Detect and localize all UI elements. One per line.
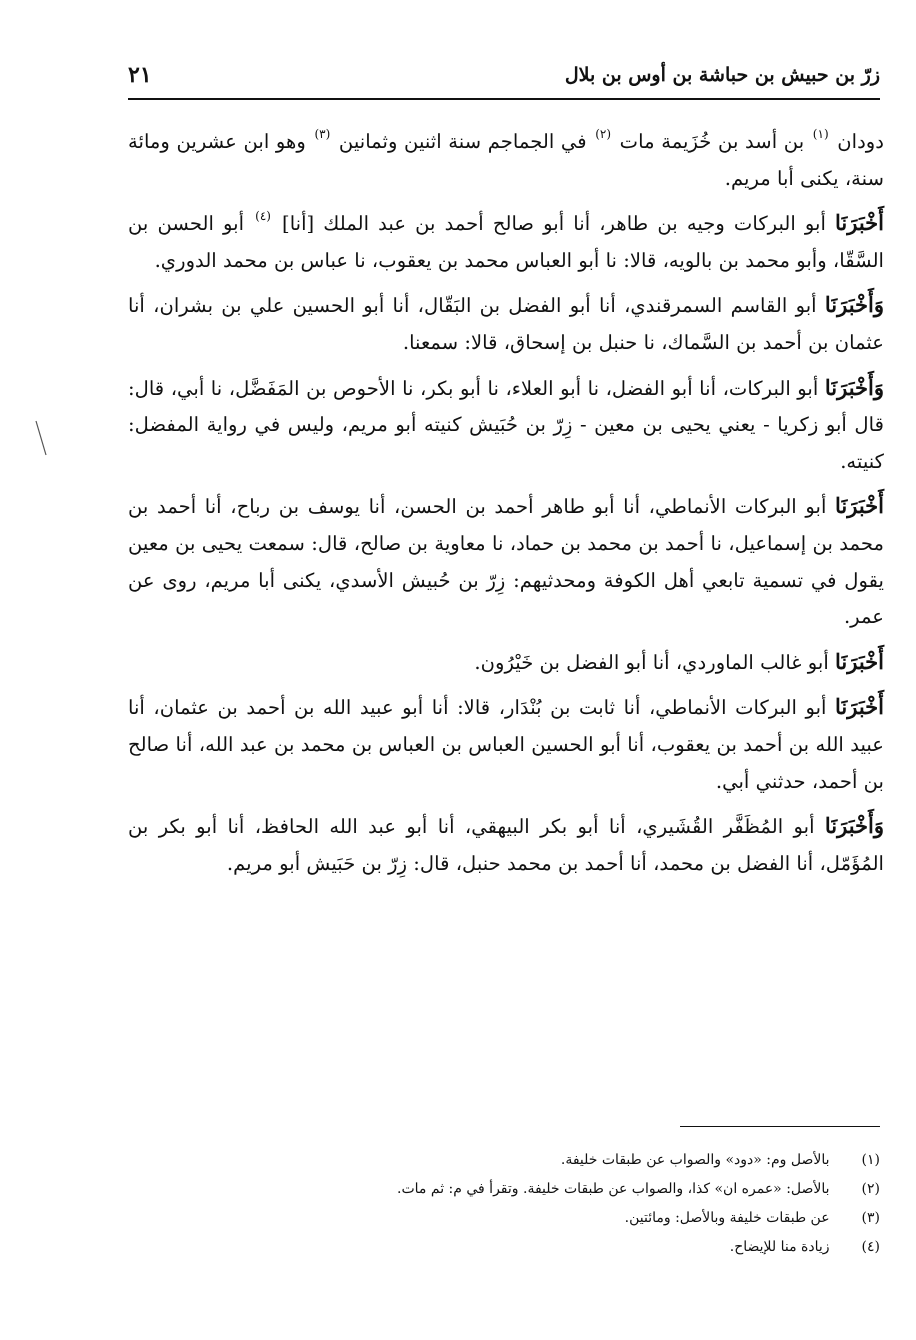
footnote-2 (200, 1175, 880, 1204)
paragraph-7-lead: أَخْبَرَنَا (835, 694, 884, 720)
footnotes (200, 1146, 880, 1262)
footnote-text: بالأصل وم: «دود» والصواب عن طبقات خليفة. (560, 1152, 830, 1168)
footnote-3 (200, 1204, 880, 1233)
footnote-ref-2: (٢) (595, 127, 612, 141)
paragraph-3-lead: وَأَخْبَرَنَا (824, 292, 885, 318)
page-number: ٢١ (128, 62, 152, 88)
paragraph-2-lead: أَخْبَرَنَا (835, 210, 884, 236)
paragraph-5-lead: أَخْبَرَنَا (835, 493, 884, 519)
paragraph-5-text: أبو البركات الأنماطي، أنا أبو طاهر أحمد بن الحسن، أنا يوسف بن رباح، أنا أحمد بن محمد بن إسماعيل، نا أحمد بن محمد بن حماد، نا معاوية بن صالح، قال: سمعت يحيى بن معين يقول في تسمية تابعي أهل الكوفة ومحدثيهم: زِرّ بن حُبيش الأسدي، يكنى أبا مريم، روى عن عمر. (128, 495, 884, 629)
running-title: زرّ بن حبيش بن حباشة بن أوس بن بلال (564, 64, 880, 86)
paragraph-4-lead: وَأَخْبَرَنَا (824, 374, 885, 400)
paragraph-4-text: أبو البركات، أنا أبو الفضل، نا أبو العلاء، نا أبو بكر، نا الأحوص بن المَفَضَّل، نا أبي، قال: قال أبو زكريا - يعني يحيى بن معين - زِرّ بن حُبَيش كنيته أبو مريم، وليس في رواية المفضل: كنيته. (128, 376, 884, 473)
paragraph-2-text: أبو البركات وجيه بن طاهر، أنا أبو صالح أحمد بن عبد الملك [أنا] (282, 212, 826, 236)
paragraph-8 (128, 808, 884, 882)
paragraph-3 (128, 287, 884, 361)
paragraph-6-text: أبو غالب الماوردي، أنا أبو الفضل بن خَيْرُون. (474, 650, 829, 674)
footnote-number: (٢) (861, 1181, 880, 1197)
footnote-1 (200, 1146, 880, 1175)
footnote-number: (٤) (861, 1239, 880, 1255)
footnote-ref-1: (١) (812, 127, 829, 141)
footnote-text: زيادة منا للإيضاح. (729, 1239, 830, 1255)
body-text (128, 124, 884, 890)
paragraph-1-text: في الجماجم سنة اثنين وثمانين (338, 130, 587, 153)
paragraph-3-text: أبو القاسم السمرقندي، أنا أبو الفضل بن البَقّال، أنا أبو الحسين علي بن بشران، أنا عثمان بن أحمد بن السَّماك، نا حنبل بن إسحاق، قالا: سمعنا. (128, 294, 884, 354)
footnote-ref-3: (٣) (314, 127, 331, 141)
paragraph-5 (128, 488, 884, 635)
footnote-ref-4: (٤) (255, 209, 271, 224)
paragraph-1-text: بن أسد بن خُزَيمة مات (619, 130, 805, 153)
paragraph-1 (128, 124, 884, 197)
footnote-number: (٣) (861, 1210, 880, 1226)
paragraph-4 (128, 370, 884, 481)
footnote-divider (680, 1126, 880, 1127)
paragraph-6-lead: أَخْبَرَنَا (835, 648, 884, 674)
stray-pen-mark (34, 420, 48, 456)
paragraph-1-text: دودان (837, 130, 884, 153)
footnote-number: (١) (861, 1152, 880, 1168)
paragraph-7 (128, 689, 884, 800)
paragraph-6 (128, 644, 884, 682)
paragraph-2 (128, 205, 884, 279)
footnote-text: بالأصل: «عمره ان» كذا، والصواب عن طبقات خليفة. وتقرأ في م: ثم مات. (397, 1181, 830, 1197)
paragraph-8-lead: وَأَخْبَرَنَا (824, 813, 884, 839)
footnote-text: عن طبقات خليفة وبالأصل: ومائتين. (624, 1210, 830, 1226)
paragraph-7-text: أبو البركات الأنماطي، أنا ثابت بن بُنْدَار، قالا: أنا أبو عبيد الله بن أحمد بن عثمان، أنا عبيد الله بن أحمد بن يعقوب، أنا أبو الحسين العباس بن العباس بن محمد بن عبد الله، أنا صالح بن أحمد، حدثني أبي. (128, 696, 884, 793)
page-header (128, 58, 880, 100)
paragraph-1-text: وهو ابن عشرين ومائة سنة، يكنى أبا مريم. (128, 130, 884, 190)
paragraph-2-text: أبو الحسن بن السَّقّا، وأبو محمد بن بالويه، قالا: نا أبو العباس محمد بن يعقوب، نا عباس بن محمد الدوري. (128, 212, 884, 272)
footnote-4 (200, 1233, 880, 1262)
paragraph-8-text: أبو المُظَفَّر القُشَيري، أنا أبو بكر البيهقي، أنا أبو عبد الله الحافظ، أنا أبو بكر بن المُؤَمّل، أنا الفضل بن محمد، أنا أحمد بن محمد حنبل، قال: زِرّ بن حَبَيش أبو مريم. (128, 815, 884, 875)
